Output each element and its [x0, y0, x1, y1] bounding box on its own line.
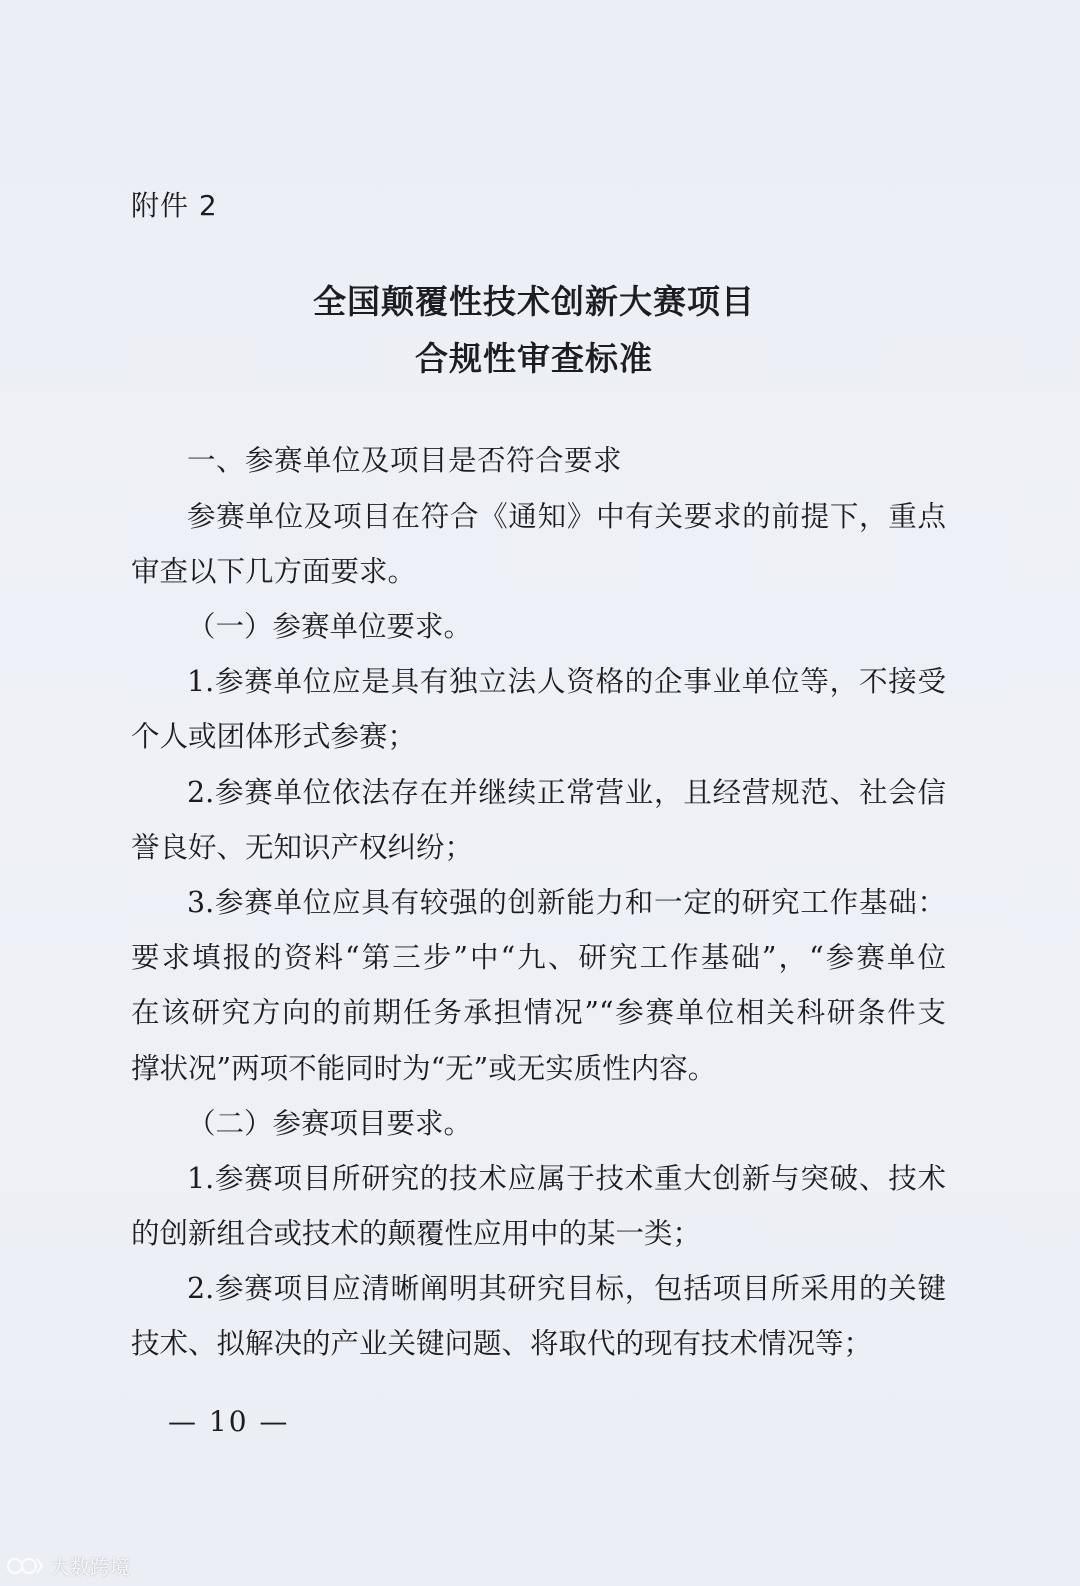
- document-title-line-1: 全国颠覆性技术创新大赛项目: [313, 282, 755, 321]
- page-number: — 10 —: [168, 1405, 290, 1438]
- unit-item-1-line-1: 1.参赛单位应是具有独立法人资格的企事业单位等，不接受: [187, 665, 946, 698]
- subsection-1-heading: （一）参赛单位要求。: [187, 610, 473, 643]
- project-item-2-line-1: 2.参赛项目应清晰阐明其研究目标，包括项目所采用的关键: [187, 1272, 946, 1305]
- unit-item-3-line-3: 在该研究方向的前期任务承担情况”“参赛单位相关科研条件支: [131, 996, 946, 1029]
- unit-item-3-line-2: 要求填报的资料“第三步”中“九、研究工作基础”，“参赛单位: [131, 941, 946, 974]
- attachment-label: 附件 2: [131, 189, 218, 222]
- unit-item-2-line-2: 誉良好、无知识产权纠纷；: [131, 831, 474, 864]
- unit-item-2-line-1: 2.参赛单位依法存在并继续正常营业，且经营规范、社会信: [187, 776, 946, 809]
- unit-item-3-line-1: 3.参赛单位应具有较强的创新能力和一定的研究工作基础：: [187, 886, 946, 919]
- watermark: [6, 1551, 130, 1580]
- document-title-line-2: 合规性审查标准: [415, 339, 653, 378]
- section-1-heading: 一、参赛单位及项目是否符合要求: [187, 444, 623, 477]
- intro-line-1: 参赛单位及项目在符合《通知》中有关要求的前提下，重点: [187, 500, 946, 533]
- unit-item-1-line-2: 个人或团体形式参赛；: [131, 720, 417, 753]
- subsection-2-heading: （二）参赛项目要求。: [187, 1107, 473, 1140]
- intro-line-2: 审查以下几方面要求。: [131, 555, 417, 588]
- project-item-1-line-1: 1.参赛项目所研究的技术应属于技术重大创新与突破、技术: [187, 1162, 946, 1195]
- project-item-2-line-2: 技术、拟解决的产业关键问题、将取代的现有技术情况等；: [131, 1327, 873, 1360]
- watermark-brand-text: 大数跨境: [50, 1555, 130, 1579]
- unit-item-3-line-4: 撑状况”两项不能同时为“无”或无实质性内容。: [131, 1052, 717, 1085]
- brand-logo-icon: [6, 1553, 44, 1579]
- project-item-1-line-2: 的创新组合或技术的颠覆性应用中的某一类；: [131, 1217, 702, 1250]
